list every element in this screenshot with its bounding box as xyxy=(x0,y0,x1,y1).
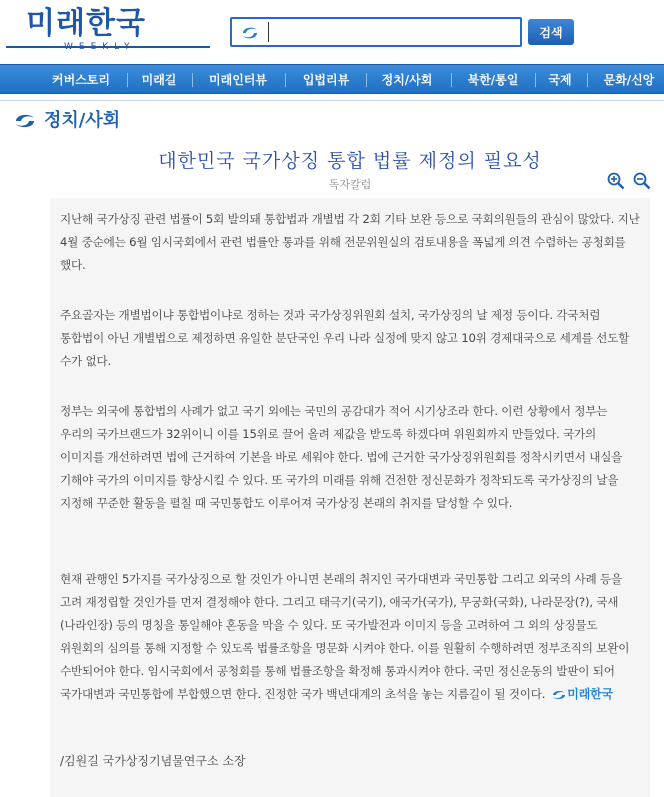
inline-logo-text: 미래한국 xyxy=(567,687,613,701)
search-box xyxy=(230,17,522,47)
search-button[interactable]: 검색 xyxy=(528,19,574,45)
article-category: 독자칼럼 xyxy=(328,178,372,191)
article-paragraph: 정부는 외국에 통합법의 사례가 없고 국기 외에는 국민의 공감대가 적어 시기상조라 한다. 이런 상황에서 정부는 우리의 국가브랜드가 32위이니 이를 15위로 끌어 올려 제값을 받도록 하겠다며 위원회까지 만들었다. 국가의 이미지를 개선하려면 법에 근거하여 기본을 바로 세워야 한다. 법에 근거한 국가상징위원회를 정착시키면서 내실을 기해야 국가의 이미지를 향상시킬 수 있다. 또 국가의 미래를 위해 건전한 정신문화가 정착되도록 국가상징의 날을 지정해 꾸준한 활동을 펼칠 때 국민통합도 이루어져 국가상징 본래의 취지를 달성할 수 있다. xyxy=(60,404,623,510)
site-header xyxy=(0,0,664,64)
article-paragraph xyxy=(60,568,640,706)
search-input[interactable] xyxy=(268,22,516,42)
nav-separator xyxy=(451,73,452,87)
nav-separator xyxy=(285,73,286,87)
nav-separator xyxy=(192,73,193,87)
nav-item-interview[interactable]: 미래인터뷰 xyxy=(209,73,267,87)
nav-item-north-korea[interactable]: 북한/통일 xyxy=(467,73,519,87)
article-title: 대한민국 국가상징 통합 법률 제정의 필요성 xyxy=(158,150,542,172)
nav-item-culture-faith[interactable]: 문화/신앙 xyxy=(603,73,655,87)
swirl-icon xyxy=(14,112,36,130)
inline-logo xyxy=(551,683,613,706)
article-author: /김원길 국가상징기념물연구소 소장 xyxy=(60,754,246,768)
article-paragraph: 주요골자는 개별법이냐 통합법이냐로 정하는 것과 국가상징위원회 설치, 국가상징의 날 제정 등이다. 각국처럼 통합법이 아닌 개별법으로 제정하면 유일한 분단국인 우리 나라 실정에 맞지 않고 10위 경제대국으로 세계를 선도할 수가 없다. xyxy=(60,308,630,368)
section-title: 정치/사회 xyxy=(44,110,121,131)
nav-separator xyxy=(366,73,367,87)
swirl-icon xyxy=(551,689,567,701)
article-body xyxy=(50,198,650,797)
nav-separator xyxy=(535,73,536,87)
site-logo[interactable] xyxy=(6,6,210,52)
nav-separator xyxy=(127,73,128,87)
logo-text: 미래한국 xyxy=(26,6,146,41)
article-paragraph: 지난해 국가상징 관련 법률이 5회 발의돼 통합법과 개별법 각 2회 기타 보완 등으로 국회의원들의 관심이 많았다. 지난 4월 중순에는 6월 임시국회에서 관련 법률안 통과를 위해 전문위원실의 검토내용을 폭넓게 의견 수렴하는 공청회를 했다. xyxy=(60,212,640,272)
nav-item-legislation-review[interactable]: 입법리뷰 xyxy=(302,73,350,87)
nav-item-politics-society[interactable]: 정치/사회 xyxy=(381,73,433,87)
logo-underline xyxy=(6,46,210,48)
nav-item-mirae-gil[interactable]: 미래길 xyxy=(141,73,177,87)
nav-separator xyxy=(587,73,588,87)
nav-item-international[interactable]: 국제 xyxy=(548,73,572,87)
main-nav xyxy=(0,64,664,94)
nav-item-cover-story[interactable]: 커버스토리 xyxy=(52,73,110,87)
zoom-out-icon[interactable] xyxy=(633,172,651,190)
swirl-icon xyxy=(240,24,260,42)
zoom-in-icon[interactable] xyxy=(607,172,625,190)
article-paragraph-text: 현재 관행인 5가지를 국가상징으로 할 것인가 아니면 본래의 취지인 국가대변과 국민통합 그리고 외국의 사례 등을 고려 재정립할 것인가를 먼저 결정해야 한다. 그리고 태극기(국기), 애국가(국가), 무궁화(국화), 나라문장(?), 국새(나라인장) 등의 명칭을 통일해야 혼동을 막을 수 있다. 또 국가발전과 이미지 등을 고려하여 그 외의 상징물도 위원회의 심의를 통해 지정할 수 있도록 법률조항을 명문화 시켜야 한다. 이를 원활히 수행하려면 정부조직의 보완이 수반되어야 한다. 임시국회에서 공청회를 통해 법률조항을 확정해 통과시켜야 한다. 국민 정신운동의 발판이 되어 국가대변과 국민통합에 부합했으면 한다. 진정한 국가 백년대계의 초석을 놓는 지름길이 될 것이다. xyxy=(60,572,630,701)
